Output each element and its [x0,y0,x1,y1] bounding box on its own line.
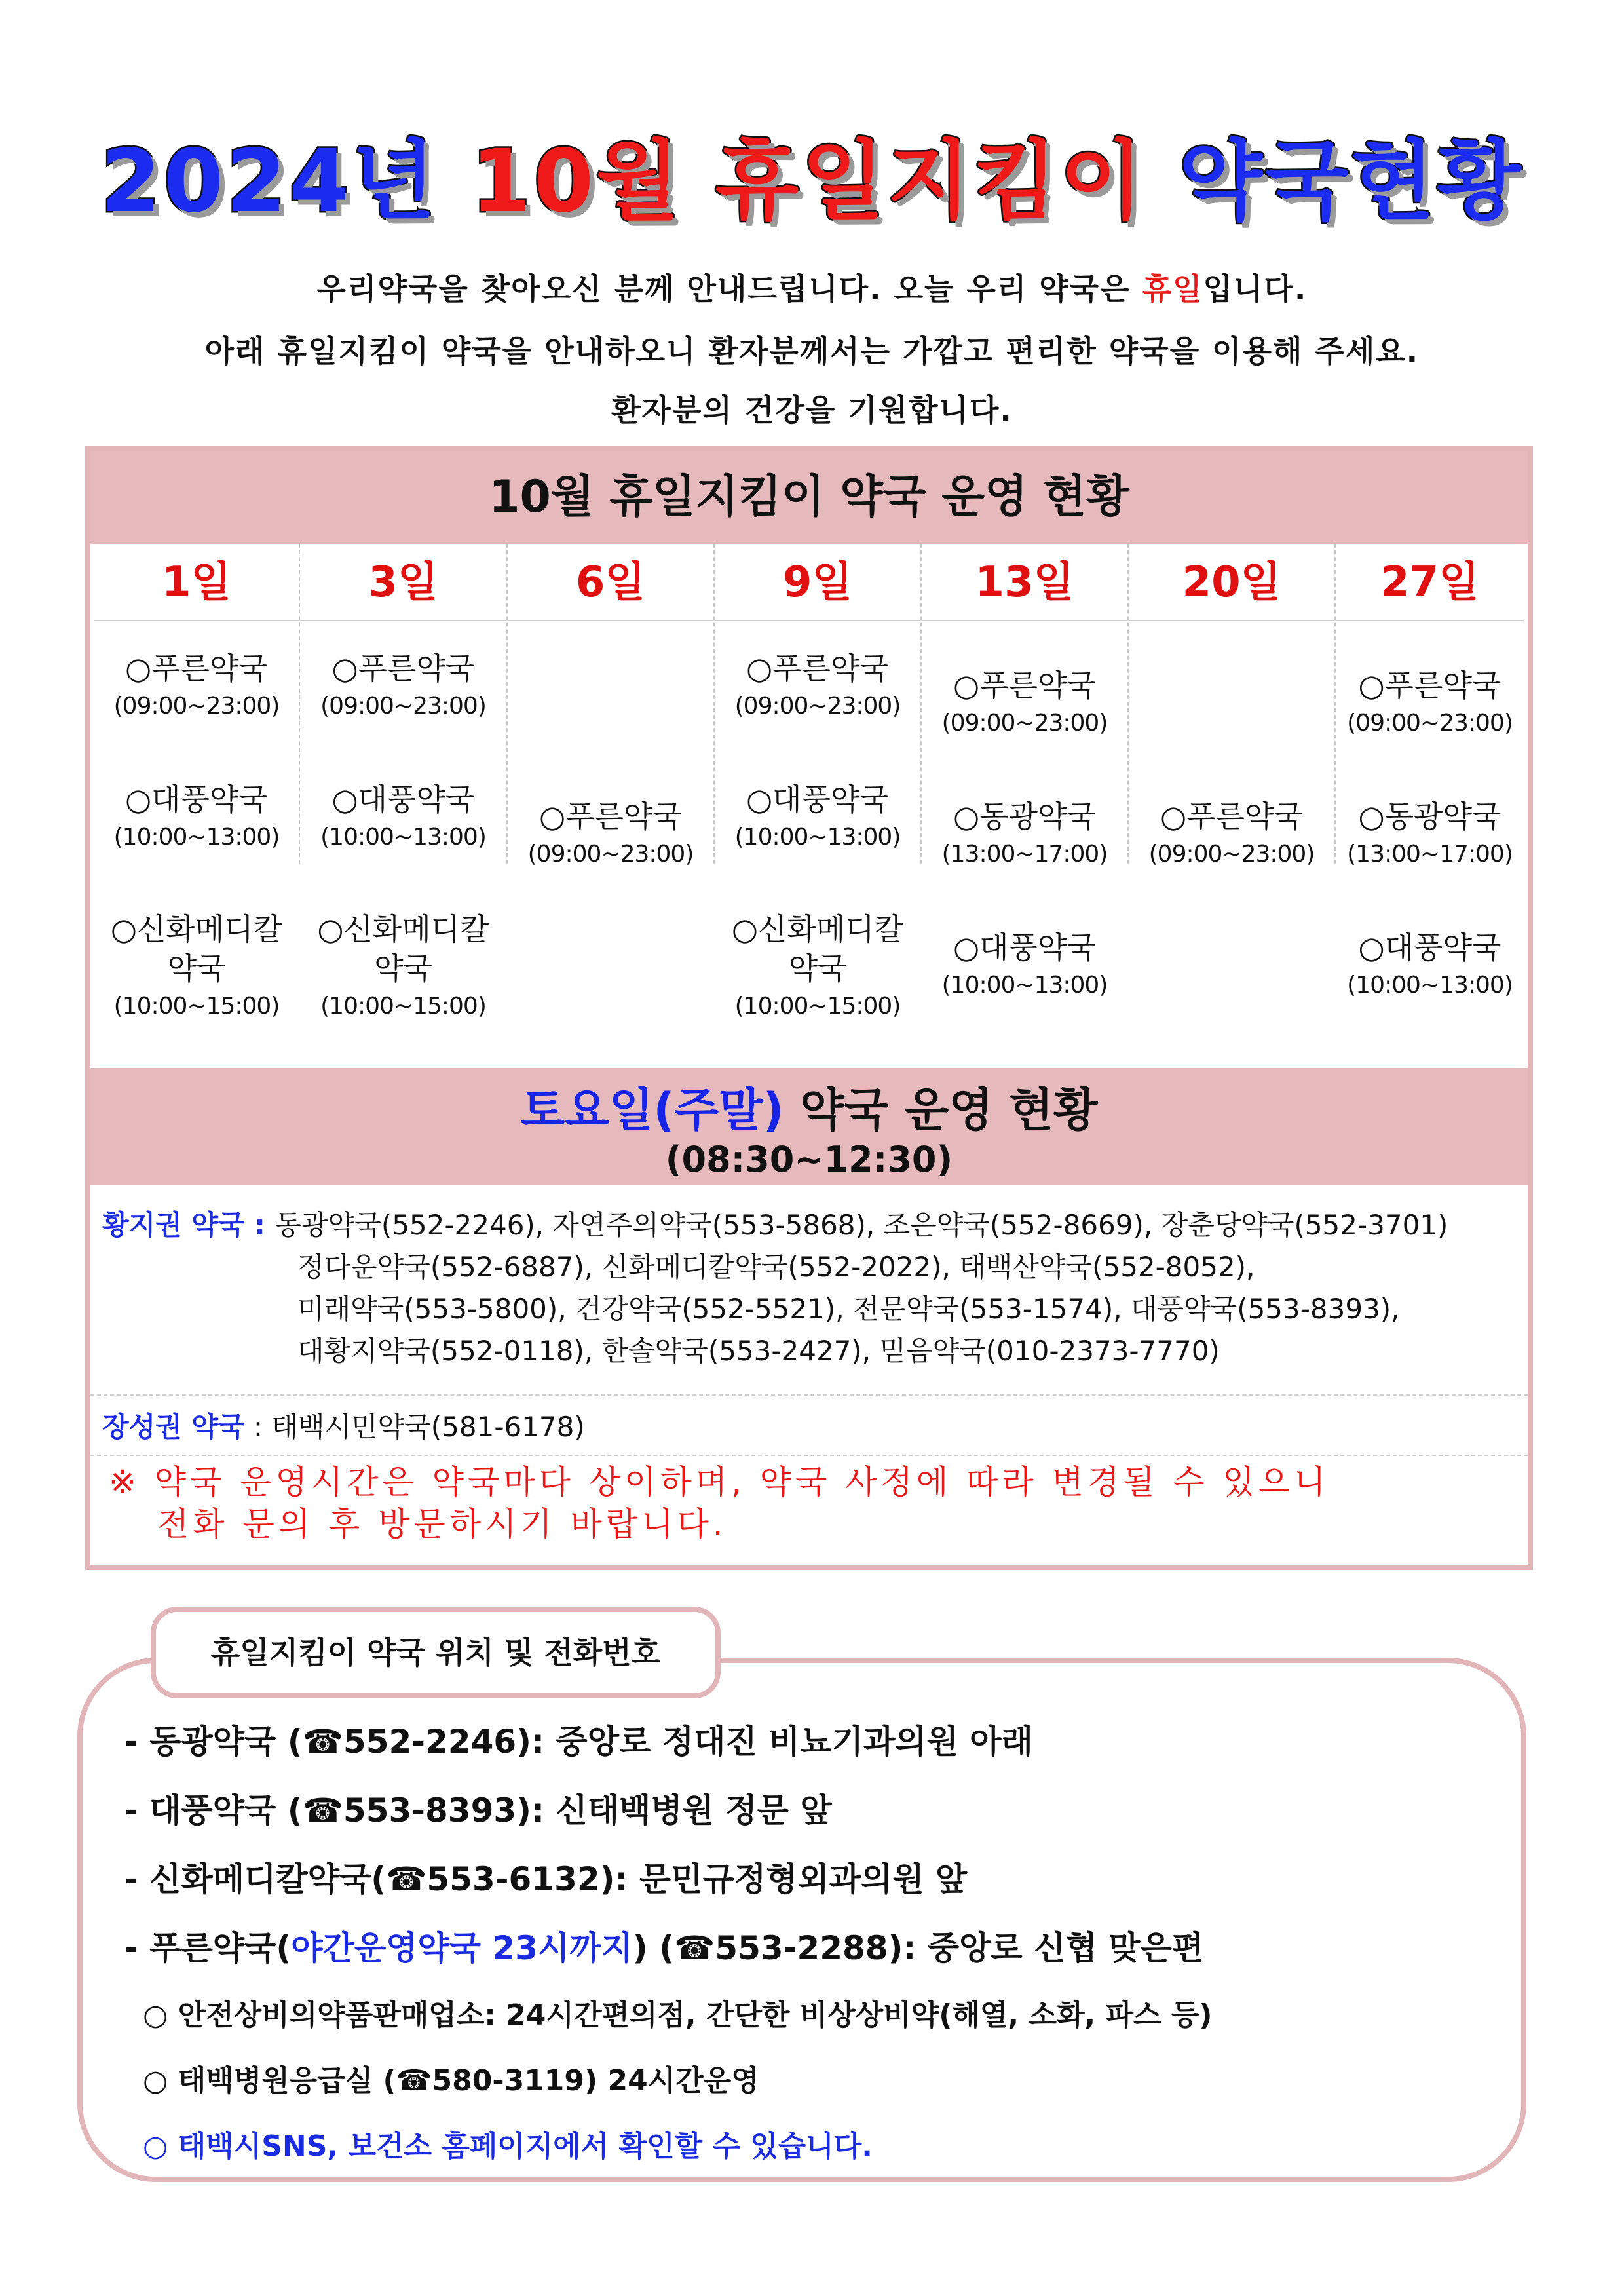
holiday-day-grid [94,544,1524,1020]
saturday-section-title: 토요일(주말) 약국 운영 현황 (08:30~12:30) [90,1068,1528,1185]
hwangji-region: 황지권 약국 : 동광약국(552-2246), 자연주의약국(553-5868), 조은약국(552-8669), 장춘당약국(552-3701) 정다운약국(552-6887), 신화메디칼약국(552-2022), 태백산약국(552-8052), 미래약국(553-5800), 건강약국(552-5521), 전문약국(553-1574), 대풍약국(553-8393), 대황지약국(552-0118), 한솔약국(553-2427), 믿음약국(010-2373-7770) [102,1209,1448,1367]
pharmacy-entry: ○푸른약국 (09:00~23:00) [113,651,280,719]
day-header: 27일 [1336,544,1524,621]
day-column [506,544,713,868]
day-column [94,544,299,1020]
location-box-title: 휴일지킴이 약국 위치 및 전화번호 [151,1607,721,1698]
holiday-panel [85,446,1533,1570]
pharmacy-entry: ○푸른약국 (09:00~23:00) [320,651,486,719]
day-header: 3일 [300,544,506,621]
day-column [299,544,506,1020]
sub-item: ○ 안전상비의약품판매업소: 24시간편의점, 간단한 비상상비약(해열, 소화, 파스 등) [143,1999,1213,2032]
location-item: - 동광약국 (☎552-2246): 중앙로 정대진 비뇨기과의원 아래 [124,1723,1033,1761]
location-item: - 푸른약국(야간운영약국 23시까지) (☎553-2288): 중앙로 신협 맞은편 [124,1929,1204,1967]
sub-item: ○ 태백병원응급실 (☎580-3119) 24시간운영 [143,2064,759,2097]
pharmacy-entry: ○푸른약국 (09:00~23:00) [1148,799,1315,868]
pharmacy-entry: ○푸른약국 (09:00~23:00) [1347,668,1513,737]
saturday-label: 토요일(주말) [520,1083,784,1137]
pharmacy-entry: ○푸른약국 (09:00~23:00) [734,651,901,719]
pharmacy-entry: ○대풍약국 (10:00~13:00) [941,930,1108,999]
day-header: 6일 [508,544,713,621]
jangseong-region: 장성권 약국 : 태백시민약국(581-6178) [102,1411,585,1443]
holiday-section-title: 10월 휴일지킴이 약국 운영 현황 [90,451,1528,544]
pharmacy-entry: ○대풍약국 (10:00~13:00) [1347,930,1513,999]
pharmacy-entry: ○푸른약국 (09:00~23:00) [527,799,694,868]
sub-item-info: ○ 태백시SNS, 보건소 홈페이지에서 확인할 수 있습니다. [143,2130,873,2163]
pharmacy-entry: ○대풍약국 (10:00~13:00) [320,782,486,851]
pharmacy-entry: ○대풍약국 (10:00~13:00) [113,782,280,851]
day-column [713,544,920,1020]
pharmacy-entry: ○신화메디칼 약국 (10:00~15:00) [110,911,283,1020]
pharmacy-entry: ○동광약국 (13:00~17:00) [1347,799,1513,868]
day-column [1127,544,1334,868]
day-column [920,544,1127,999]
location-item: - 대풍약국 (☎553-8393): 신태백병원 정문 앞 [124,1791,832,1829]
day-column [1334,544,1524,999]
intro-line-1: 우리약국을 찾아오신 분께 안내드립니다. 오늘 우리 약국은 휴일입니다. [316,271,1308,307]
day-header: 20일 [1129,544,1334,621]
title-month: 10월 [470,131,683,232]
title-text: 휴일지킴이 [715,131,1146,232]
night-pharmacy-label: 야간운영약국 23시까지 [291,1929,633,1967]
day-header: 1일 [94,544,299,621]
intro-line-2: 아래 휴일지킴이 약국을 안내하오니 환자분께서는 가깝고 편리한 약국을 이용해 주세요. [204,334,1420,369]
pharmacy-entry: ○동광약국 (13:00~17:00) [941,799,1108,868]
pharmacy-entry: ○푸른약국 (09:00~23:00) [941,668,1108,737]
pharmacy-entry: ○신화메디칼 약국 (10:00~15:00) [317,911,489,1020]
intro-line-3: 환자분의 건강을 기원합니다. [611,392,1013,428]
location-item: - 신화메디칼약국(☎553-6132): 문민규정형외과의원 앞 [124,1860,968,1898]
saturday-hours: (08:30~12:30) [665,1139,953,1180]
day-header: 9일 [715,544,920,621]
divider [90,1455,1528,1456]
title-rest: 약국현황 [1179,131,1524,232]
pharmacy-entry: ○대풍약국 (10:00~13:00) [734,782,901,851]
intro-highlight: 휴일 [1142,271,1203,307]
title-year: 2024년 [100,131,438,232]
hwangji-label: 황지권 약국 : [102,1209,275,1241]
page-title [0,111,1624,236]
day-header: 13일 [922,544,1127,621]
pharmacy-entry: ○신화메디칼 약국 (10:00~15:00) [731,911,904,1020]
notice: ※ 약국 운영시간은 약국마다 상이하며, 약국 사정에 따라 변경될 수 있으니 전화 문의 후 방문하시기 바랍니다. [109,1463,1330,1543]
divider [90,1394,1528,1396]
jangseong-label: 장성권 약국 [102,1411,245,1443]
